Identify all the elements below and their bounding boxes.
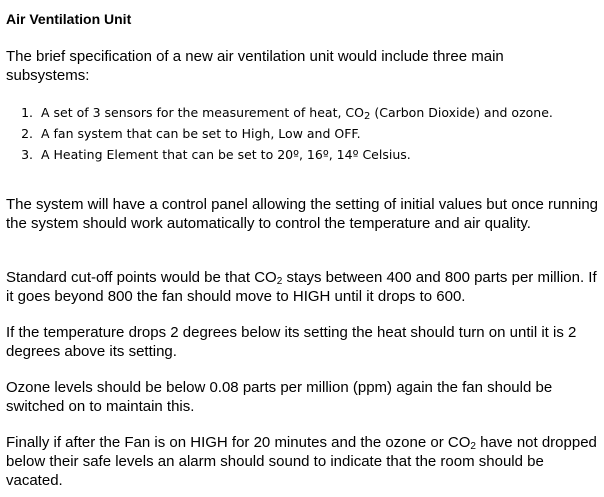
paragraph-text: stays between 400 and 800 parts per million. If it goes beyond 800 the fan should move to HIGH until it drops to 600. (6, 269, 597, 305)
list-number: 2. (21, 126, 33, 141)
list-text: A set of 3 sensors for the measurement of heat, CO (41, 105, 364, 120)
subscript: 2 (276, 276, 283, 287)
paragraph-text: have not dropped below their safe levels an alarm should sound to indicate that the room should be vacated. (6, 434, 597, 489)
paragraph-text: Finally if after the Fan is on HIGH for 20 minutes and the ozone or CO (6, 434, 471, 451)
cutoff-paragraph (6, 268, 600, 306)
list-text: A Heating Element that can be set to 20º, 16º, 14º Celsius. (41, 147, 411, 162)
list-number: 3. (21, 147, 33, 162)
list-item (6, 123, 553, 144)
list-text: A fan system that can be set to High, Low and OFF. (41, 126, 361, 141)
alarm-paragraph (6, 433, 600, 490)
list-item (6, 102, 553, 123)
list-number: 1. (21, 105, 33, 120)
paragraph-text: Standard cut-off points would be that CO (6, 269, 277, 286)
subscript: 2 (470, 441, 476, 452)
subscript: 2 (364, 111, 371, 122)
document-title: Air Ventilation Unit (6, 11, 132, 27)
intro-paragraph: The brief specification of a new air ventilation unit would include three main subsystems: (6, 48, 504, 84)
list-text: (Carbon Dioxide) and ozone. (370, 105, 553, 120)
subsystem-list (6, 102, 553, 165)
control-panel-paragraph: The system will have a control panel allowing the setting of initial values but once running the system should work automatically to control the temperature and air quality. (6, 196, 599, 232)
temperature-paragraph: If the temperature drops 2 degrees below its setting the heat should turn on until it is 2 degrees above its setting. (6, 324, 577, 360)
ozone-paragraph: Ozone levels should be below 0.08 parts per million (ppm) again the fan should be switched on to maintain this. (6, 379, 553, 415)
list-item (6, 144, 553, 165)
